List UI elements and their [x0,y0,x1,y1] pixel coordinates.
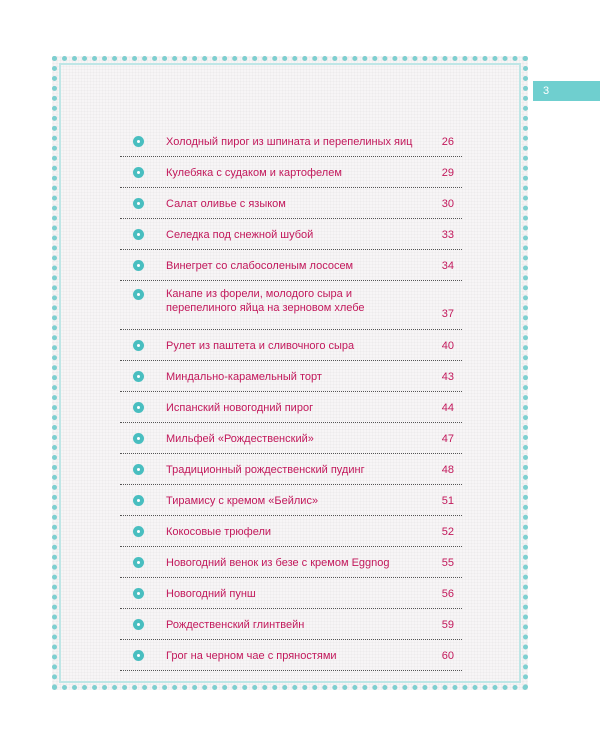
toc-item[interactable] [120,640,462,671]
toc-item-page-number: 52 [441,526,454,538]
toc-item[interactable] [120,516,462,547]
toc-item-title: Рулет из паштета и сливочного сыра [166,340,355,352]
toc-item[interactable] [120,250,462,281]
bullet-icon [133,557,144,568]
toc-item-title: Салат оливье с языком [166,198,286,210]
toc-item-page-number: 60 [441,650,454,662]
bullet-icon [133,229,144,240]
toc-item[interactable] [120,157,462,188]
toc-item[interactable] [120,219,462,250]
toc-item-page-number: 37 [441,308,454,320]
toc-item[interactable] [120,609,462,640]
toc-item-title: Новогодний пунш [166,588,256,600]
bullet-icon [133,371,144,382]
toc-item[interactable] [120,485,462,516]
toc-item[interactable] [120,188,462,219]
bullet-icon [133,433,144,444]
bullet-icon [133,619,144,630]
page-number-tab: 3 [533,81,600,101]
toc-item-title: Селедка под снежной шубой [166,229,314,241]
bullet-icon [133,198,144,209]
toc-item[interactable] [120,330,462,361]
toc-item-page-number: 48 [441,464,454,476]
bullet-icon [133,136,144,147]
toc-item-title: Холодный пирог из шпината и перепелиных яиц [166,136,413,148]
toc-item-page-number: 47 [441,433,454,445]
bullet-icon [133,167,144,178]
toc-item-page-number: 34 [441,260,454,272]
toc-item-title: Тирамису с кремом «Бейлис» [166,495,319,507]
table-of-contents [120,126,462,671]
toc-item-title: Кулебяка с судаком и картофелем [166,167,342,179]
toc-item[interactable] [120,392,462,423]
toc-item-page-number: 55 [441,557,454,569]
toc-item[interactable] [120,423,462,454]
toc-item-title: Миндально-карамельный торт [166,371,322,383]
bullet-icon [133,526,144,537]
toc-item-page-number: 43 [441,371,454,383]
toc-item-page-number: 51 [441,495,454,507]
toc-item-page-number: 56 [441,588,454,600]
toc-item[interactable] [120,578,462,609]
toc-item-title: Канапе из форели, молодого сыра и перепелиного яйца на зерновом хлебе [166,288,365,314]
toc-item[interactable] [120,361,462,392]
toc-item-title: Грог на черном чае с пряностями [166,650,337,662]
bullet-icon [133,340,144,351]
toc-item-title: Мильфей «Рождественский» [166,433,314,445]
toc-item-title: Новогодний венок из безе с кремом Eggnog [166,557,390,569]
bullet-icon [133,402,144,413]
toc-item-title: Традиционный рождественский пудинг [166,464,365,476]
toc-item-page-number: 59 [441,619,454,631]
toc-item-page-number: 30 [441,198,454,210]
toc-item-title: Испанский новогодний пирог [166,402,314,414]
toc-item-title: Кокосовые трюфели [166,526,272,538]
toc-item[interactable] [120,281,462,330]
toc-item-page-number: 44 [441,402,454,414]
bullet-icon [133,495,144,506]
toc-item-page-number: 40 [441,340,454,352]
bullet-icon [133,588,144,599]
toc-item[interactable] [120,126,462,157]
toc-item-title: Рождественский глинтвейн [166,619,305,631]
toc-item-page-number: 26 [441,136,454,148]
toc-item-title: Винегрет со слабосоленым лососем [166,260,354,272]
toc-item-page-number: 33 [441,229,454,241]
bullet-icon [133,260,144,271]
bullet-icon [133,289,144,300]
toc-item[interactable] [120,454,462,485]
bullet-icon [133,464,144,475]
toc-item-page-number: 29 [441,167,454,179]
bullet-icon [133,650,144,661]
toc-item[interactable] [120,547,462,578]
